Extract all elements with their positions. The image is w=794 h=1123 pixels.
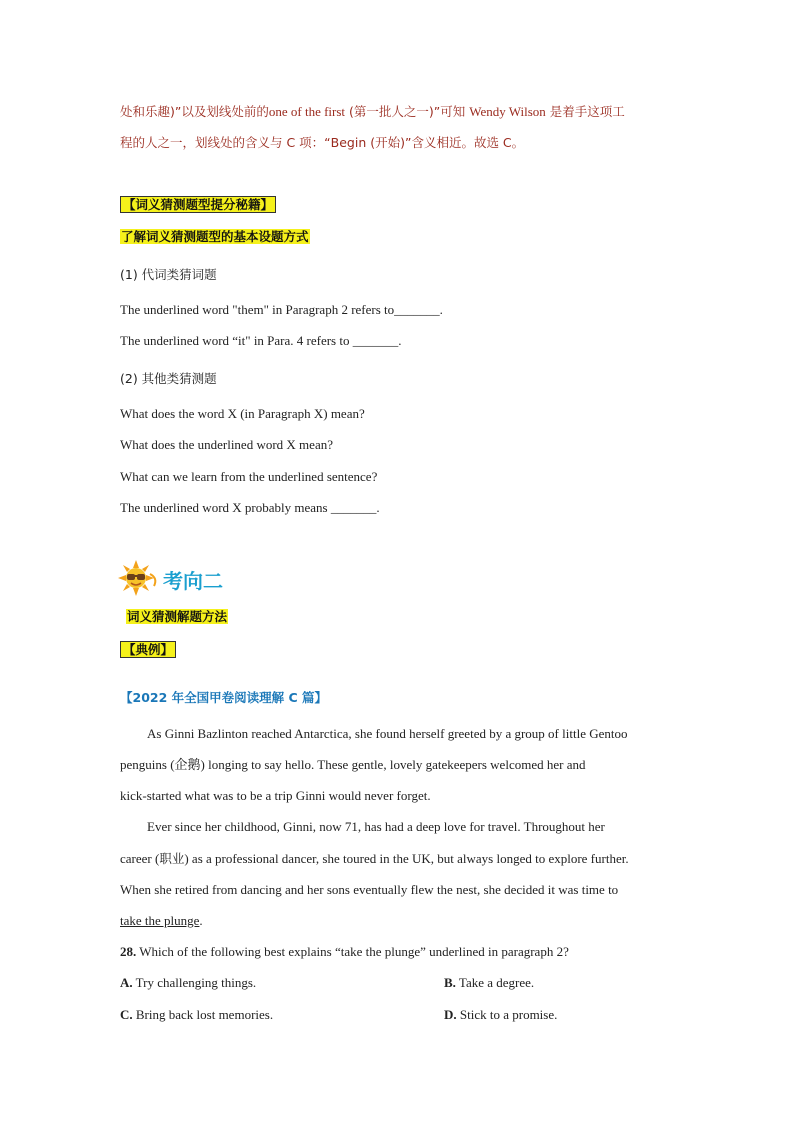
method-heading (126, 608, 228, 626)
category-2-question-3: What can we learn from the underlined sentence? (120, 469, 378, 484)
option-c (120, 1006, 273, 1024)
analysis-phrase: one of the first (268, 104, 346, 119)
passage-p2-line-4 (120, 912, 203, 930)
analysis-text: 是着手这项工 (545, 104, 625, 119)
analysis-line-1 (120, 103, 625, 121)
passage-p1-line-2: penguins (企鹅) longing to say hello. These gentle, lovely gatekeepers welcomed her and (120, 757, 586, 772)
passage-text: ) as a professional dancer, she toured in the UK, but always longed to explore further. (184, 851, 629, 866)
passage-p2-line-1: Ever since her childhood, Ginni, now 71, has had a deep love for travel. Throughout her (147, 819, 605, 834)
category-2-title: (2) 其他类猜测题 (120, 371, 217, 386)
passage-text: . (199, 913, 203, 928)
sun-with-sunglasses-icon (118, 560, 162, 601)
option-a (120, 974, 256, 992)
tips-subheading (120, 228, 310, 246)
category-2-question-1: What does the word X (in Paragraph X) mean? (120, 406, 365, 421)
question-number: 28. (120, 944, 137, 959)
passage-text: career ( (120, 851, 160, 866)
analysis-text: 处和乐趣)”以及划线处前的 (120, 104, 269, 119)
tips-subheading-label: 了解词义猜测题型的基本设题方式 (121, 229, 309, 244)
question-28 (120, 943, 569, 961)
category-1-question-2: The underlined word “it" in Para. 4 refers to _______. (120, 333, 402, 348)
passage-source-label: 【2022 年全国甲卷阅读理解 C 篇】 (120, 690, 328, 705)
passage-p1-line-3: kick-started what was to be a trip Ginni would never forget. (120, 788, 431, 803)
tips-heading-label: 【词义猜测题型提分秘籍】 (120, 196, 276, 213)
category-2-question-2: What does the underlined word X mean? (120, 437, 333, 452)
passage-p2-line-2 (120, 850, 629, 868)
option-b (444, 974, 534, 992)
category-2-question-4: The underlined word X probably means _______. (120, 500, 380, 515)
question-text: Which of the following best explains “take the plunge” underlined in paragraph 2? (136, 944, 569, 959)
example-tag (120, 641, 176, 659)
example-tag-label: 【典例】 (120, 641, 176, 658)
passage-source (120, 689, 327, 707)
method-heading-label: 词义猜测解题方法 (127, 609, 228, 624)
passage-p1-line-1: As Ginni Bazlinton reached Antarctica, she found herself greeted by a group of little Gentoo (147, 726, 628, 741)
option-label: C. (120, 1007, 133, 1022)
category-1-title: (1) 代词类猜词题 (120, 267, 217, 282)
passage-gloss: 职业 (159, 851, 185, 866)
tips-heading (120, 196, 276, 214)
analysis-line-2: 程的人之一，划线处的含义与 C 项：“Begin (开始)”含义相近。故选 C。 (120, 135, 525, 150)
option-text: Stick to a promise. (456, 1007, 558, 1022)
option-text: Try challenging things. (132, 975, 257, 990)
section-title: 考向二 (163, 569, 223, 593)
underlined-phrase: take the plunge (120, 913, 200, 928)
option-d (444, 1006, 557, 1024)
option-text: Take a degree. (455, 975, 535, 990)
option-label: A. (120, 975, 133, 990)
option-label: D. (444, 1007, 457, 1022)
passage-p2-line-3: When she retired from dancing and her sons eventually flew the nest, she decided it was time to (120, 882, 619, 897)
option-text: Bring back lost memories. (132, 1007, 274, 1022)
option-label: B. (444, 975, 456, 990)
analysis-text: (第一批人之一)”可知 (345, 104, 470, 119)
analysis-name: Wendy Wilson (469, 104, 546, 119)
category-1-question-1: The underlined word "them" in Paragraph 2 refers to_______. (120, 302, 443, 317)
